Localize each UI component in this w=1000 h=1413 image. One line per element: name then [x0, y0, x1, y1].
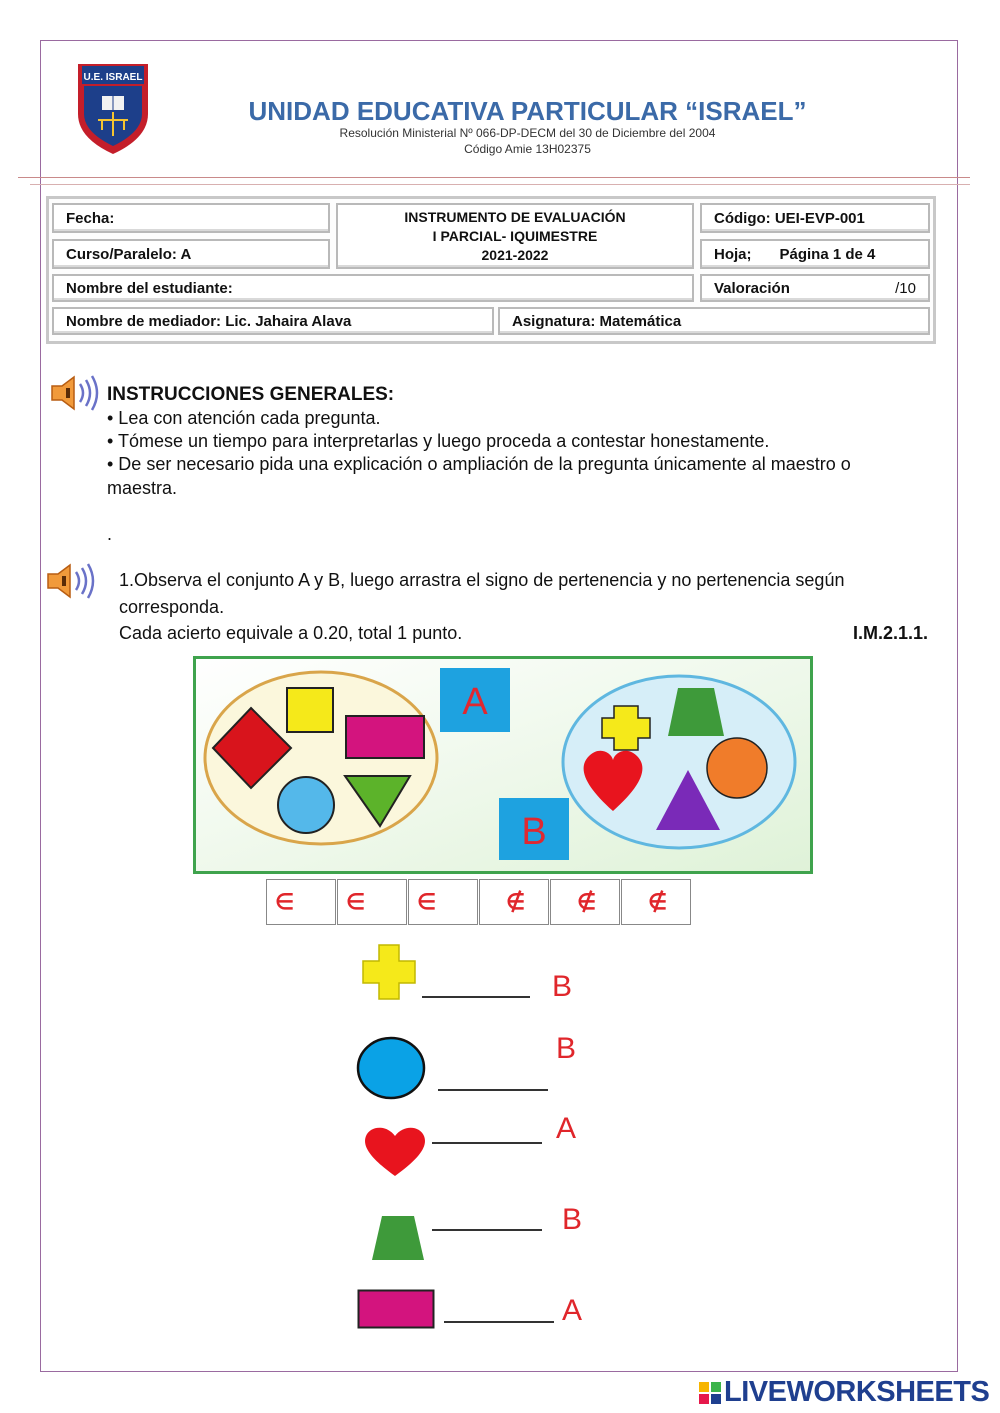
answer-drop-zone[interactable]	[432, 1229, 542, 1231]
codigo-field: Código: UEI-EVP-001	[700, 203, 930, 233]
title-line-3: 2021-2022	[481, 246, 549, 263]
hoja-label: Hoja;	[714, 245, 752, 263]
mediador-field: Nombre de mediador: Lic. Jahaira Alava	[52, 307, 494, 335]
estudiante-field[interactable]: Nombre del estudiante:	[52, 274, 694, 302]
yellow-cross-shape	[362, 944, 416, 1000]
hoja-value: Página 1 de 4	[779, 245, 876, 263]
answer-set-label: B	[562, 1203, 583, 1236]
magenta-rectangle-shape	[357, 1289, 435, 1329]
sets-illustration	[193, 656, 813, 874]
symbol-tile[interactable]: ∈	[266, 879, 336, 925]
valoracion-field	[700, 274, 930, 302]
amie-code: Código Amie 13H02375	[464, 142, 591, 156]
hoja-field	[700, 239, 930, 269]
instruction-dot: .	[107, 524, 113, 544]
answer-drop-zone[interactable]	[422, 996, 530, 998]
resolution-text: Resolución Ministerial Nº 066-DP-DECM del 30 de Diciembre del 2004	[339, 126, 716, 140]
answer-set-label: A	[556, 1112, 577, 1145]
liveworksheets-brand: LIVEWORKSHEETS	[724, 1376, 990, 1408]
symbol-tile[interactable]: ∈	[337, 879, 407, 925]
instruction-item-3b: maestra.	[107, 478, 178, 498]
blue-circle-shape	[356, 1036, 426, 1100]
fecha-field[interactable]: Fecha:	[52, 203, 330, 233]
logo-text: U.E. ISRAEL	[83, 72, 143, 83]
answer-drop-zone[interactable]	[438, 1089, 548, 1091]
symbol-tile[interactable]: ∉	[621, 879, 691, 925]
symbol-tile[interactable]: ∉	[550, 879, 620, 925]
instruction-item-3a: • De ser necesario pida una explicación o ampliación de la pregunta únicamente al maestro o	[107, 454, 851, 474]
question-line-3: Cada acierto equivale a 0.20, total 1 punto.	[119, 623, 463, 643]
title-line-1: INSTRUMENTO DE EVALUACIÓN	[404, 208, 626, 225]
answer-set-label: A	[562, 1294, 583, 1327]
symbol-tile[interactable]: ∈	[408, 879, 478, 925]
school-logo	[74, 56, 152, 156]
set-a-label: A	[462, 681, 488, 723]
symbol-tile[interactable]: ∉	[479, 879, 549, 925]
speaker-icon[interactable]	[42, 562, 102, 600]
answer-set-label: B	[556, 1032, 577, 1065]
evaluation-title	[336, 203, 694, 269]
answer-drop-zone[interactable]	[444, 1321, 554, 1323]
instructions-heading: INSTRUCCIONES GENERALES:	[107, 384, 395, 405]
answer-drop-zone[interactable]	[432, 1142, 542, 1144]
speaker-icon[interactable]	[46, 374, 106, 412]
header-divider	[18, 177, 970, 178]
question-code: I.M.2.1.1.	[853, 623, 929, 643]
answer-set-label: B	[552, 970, 573, 1003]
question-line-1: 1.Observa el conjunto A y B, luego arrastra el signo de pertenencia y no pertenencia según	[119, 570, 845, 590]
valoracion-value: /10	[895, 279, 916, 297]
green-trapezoid-shape	[370, 1214, 426, 1262]
instruction-item-2: • Tómese un tiempo para interpretarlas y luego proceda a contestar honestamente.	[107, 431, 770, 451]
header-divider-2	[30, 184, 970, 185]
set-b-label: B	[521, 811, 547, 853]
curso-field: Curso/Paralelo: A	[52, 239, 330, 269]
liveworksheets-logo-icon	[698, 1381, 722, 1405]
school-name: UNIDAD EDUCATIVA PARTICULAR “ISRAEL”	[248, 96, 807, 126]
red-heart-shape	[362, 1124, 428, 1178]
instruction-item-1: • Lea con atención cada pregunta.	[107, 408, 381, 428]
asignatura-field: Asignatura: Matemática	[498, 307, 930, 335]
title-line-2: I PARCIAL- IQUIMESTRE	[432, 227, 598, 244]
question-line-2: corresponda.	[119, 597, 225, 617]
valoracion-label: Valoración	[714, 279, 790, 297]
